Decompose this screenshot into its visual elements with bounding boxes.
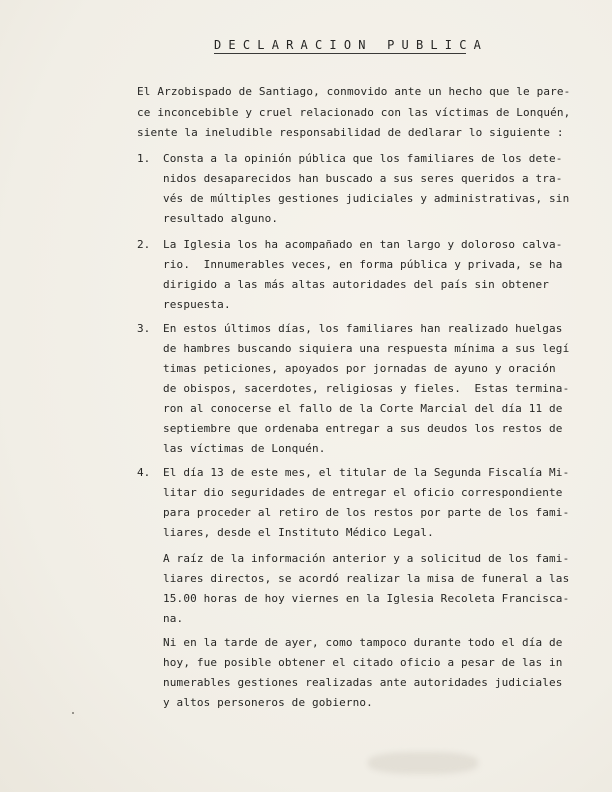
item-number: 3. <box>137 322 151 335</box>
item-line: ron al conocerse el fallo de la Corte Marcial del día 11 de <box>163 402 563 415</box>
item-line: respuesta. <box>163 298 231 311</box>
item-line: de obispos, sacerdotes, religiosas y fieles. Estas termina- <box>163 382 570 395</box>
paragraph-line: y altos personeros de gobierno. <box>163 696 373 709</box>
paragraph-line: hoy, fue posible obtener el citado oficio a pesar de las in <box>163 656 563 669</box>
item-number: 1. <box>137 152 151 165</box>
item-line: litar dio seguridades de entregar el oficio correspondiente <box>163 486 563 499</box>
item-line: para proceder al retiro de los restos por parte de los fami- <box>163 506 570 519</box>
intro-line: El Arzobispado de Santiago, conmovido ante un hecho que le pare- <box>137 85 571 98</box>
item-line: las víctimas de Lonquén. <box>163 442 326 455</box>
paragraph-line: numerables gestiones realizadas ante autoridades judiciales <box>163 676 563 689</box>
item-line: de hambres buscando siquiera una respuesta mínima a sus legí <box>163 342 570 355</box>
item-line: timas peticiones, apoyados por jornadas de ayuno y oración <box>163 362 556 375</box>
item-number: 4. <box>137 466 151 479</box>
title-underline <box>214 53 466 54</box>
item-line: septiembre que ordenaba entregar a sus deudos los restos de <box>163 422 563 435</box>
item-line: La Iglesia los ha acompañado en tan largo y doloroso calva- <box>163 238 563 251</box>
item-line: vés de múltiples gestiones judiciales y administrativas, sin <box>163 192 570 205</box>
paragraph-line: na. <box>163 612 184 625</box>
item-line: Consta a la opinión pública que los familiares de los dete- <box>163 152 563 165</box>
item-number: 2. <box>137 238 151 251</box>
paper-smudge <box>368 752 478 774</box>
item-line: El día 13 de este mes, el titular de la Segunda Fiscalía Mi- <box>163 466 570 479</box>
item-line: rio. Innumerables veces, en forma pública y privada, se ha <box>163 258 563 271</box>
item-line: En estos últimos días, los familiares han realizado huelgas <box>163 322 563 335</box>
paragraph-line: A raíz de la información anterior y a solicitud de los fami- <box>163 552 570 565</box>
item-line: nidos desaparecidos han buscado a sus seres queridos a tra- <box>163 172 563 185</box>
document-title: DECLARACION PUBLICA <box>214 38 489 52</box>
paragraph-line: 15.00 horas de hoy viernes en la Iglesia Recoleta Francisca- <box>163 592 570 605</box>
intro-line: siente la ineludible responsabilidad de dedlarar lo siguiente : <box>137 126 564 139</box>
paper-speck <box>72 712 74 714</box>
paragraph-line: liares directos, se acordó realizar la misa de funeral a las <box>163 572 570 585</box>
item-line: liares, desde el Instituto Médico Legal. <box>163 526 434 539</box>
item-line: dirigido a las más altas autoridades del país sin obtener <box>163 278 550 291</box>
paragraph-line: Ni en la tarde de ayer, como tampoco durante todo el día de <box>163 636 563 649</box>
intro-line: ce inconcebible y cruel relacionado con las víctimas de Lonquén, <box>137 106 571 119</box>
item-line: resultado alguno. <box>163 212 279 225</box>
